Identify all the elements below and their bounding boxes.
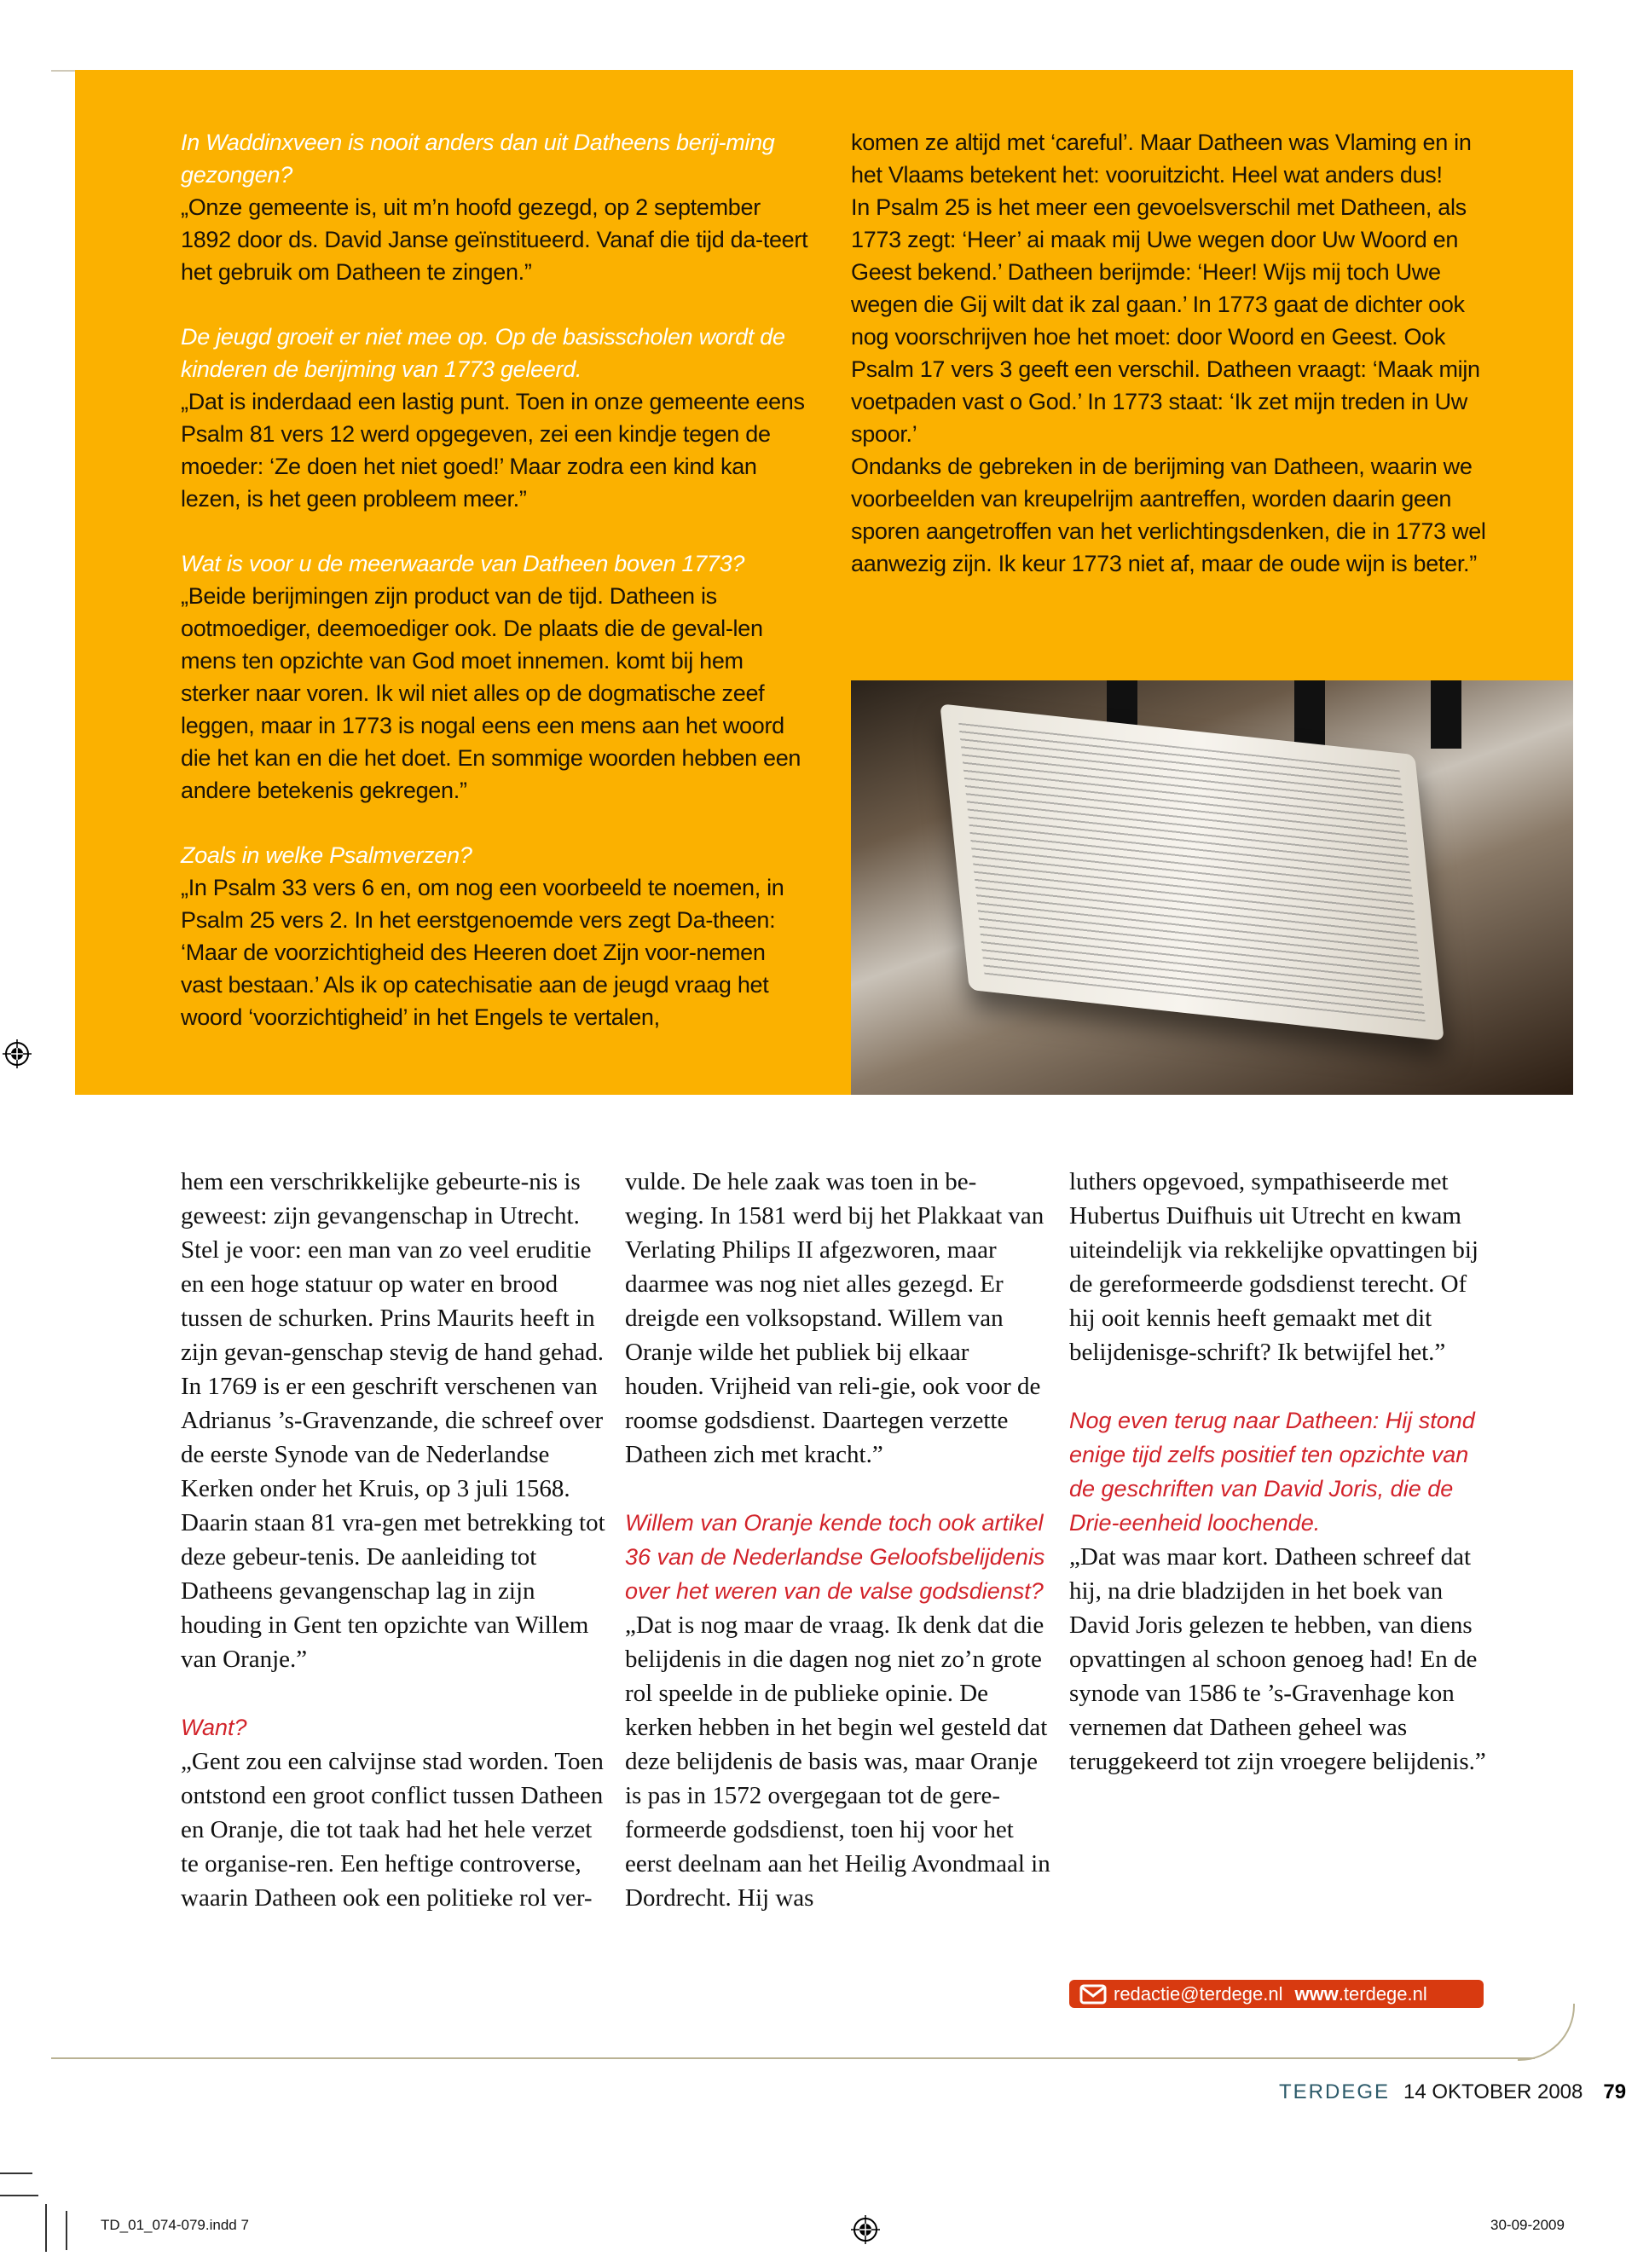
registration-mark-icon xyxy=(851,2215,880,2244)
website-link[interactable] xyxy=(1282,1980,1426,2008)
answer: hem een verschrikkelijke gebeurte-nis is geweest: zijn gevangenschap in Utrecht. Stel je voor: een man van zo veel eruditie en een hoge statuur op water en brood tussen de schurken. Prins Maurits heeft in zijn gevan-genschap stevig de hand gehad. In 1769 is er een geschrift verschenen van Adrianus ’s-Gravenzande, die schreef over de eerste Synode van de Nederlandse Kerken onder het Kruis, op 3 juli 1568. Daarin staan 81 vra-gen met betrekking tot deze gebeur-tenis. De aanleiding tot Datheens gevangenschap lag in zijn houding in Gent ten opzichte van Willem van Oranje.” xyxy=(181,1168,605,1673)
registration-mark-icon xyxy=(3,1039,32,1068)
psalm-book-photo xyxy=(851,680,1573,1095)
window xyxy=(1294,680,1325,749)
paragraph: Ondanks de gebreken in de berijming van Datheen, waarin we voorbeelden van kreupelrijm aantreffen, worden daarin geen sporen aangetroffen van het verlichtingsdenken, die in 1773 wel aanwezig zijn. Ik keur 1773 niet af, maar de oude wijn is beter.” xyxy=(851,454,1486,576)
qa-block xyxy=(1069,1165,1496,1369)
qa-block xyxy=(625,1165,1051,1472)
answer: „Onze gemeente is, uit m’n hoofd gezegd, op 2 september 1892 door ds. David Janse geïnstitueerd. Vanaf die tijd da-teert het gebruik om Datheen te zingen.” xyxy=(181,194,808,285)
answer: luthers opgevoed, sympathiseerde met Hubertus Duifhuis uit Utrecht en kwam uiteindelijk via rekkelijke opvattingen bij de gereformeerde godsdienst terecht. Of hij ooit kennis heeft gemaakt met dit belijdenisge-schrift? Ik betwijfel het.” xyxy=(1069,1168,1478,1366)
crop-mark xyxy=(0,2195,38,2196)
question: Wat is voor u de meerwaarde van Datheen boven 1773? xyxy=(181,551,745,576)
article-column-2 xyxy=(625,1165,1051,1949)
qa-block xyxy=(181,126,812,288)
answer: „Dat is inderdaad een lastig punt. Toen in onze gemeente eens Psalm 81 vers 12 werd opgegeven, zei een kindje tegen de moeder: ‘Ze doen het niet goed!’ Maar zodra een kind kan lezen, is het geen probleem meer.” xyxy=(181,389,805,512)
qa-block xyxy=(1069,1403,1496,1779)
qa-block xyxy=(181,1165,607,1676)
question: In Waddinxveen is nooit anders dan uit Datheens berij-ming gezongen? xyxy=(181,130,775,188)
page-number: 79 xyxy=(1603,2080,1626,2103)
article-column-1 xyxy=(181,1165,607,1949)
crop-mark xyxy=(66,2211,67,2250)
box-right-column xyxy=(851,126,1499,580)
answer: vulde. De hele zaak was toen in be-weging. In 1581 werd bij het Plakkaat van Verlating Philips II afgezworen, maar daarmee was nog niet alles gezegd. Er dreigde een volksopstand. Willem van Oranje wilde het publiek bij elkaar houden. Vrijheid van reli-gie, ook voor de roomse godsdienst. Daartegen verzette Datheen zich met kracht.” xyxy=(625,1168,1044,1468)
file-slug: TD_01_074-079.indd 7 xyxy=(101,2217,249,2233)
qa-block xyxy=(625,1506,1051,1915)
email-link[interactable]: redactie@terdege.nl xyxy=(1114,1983,1283,2005)
qa-block xyxy=(181,839,812,1033)
qa-block xyxy=(181,1710,607,1915)
qa-block xyxy=(181,321,812,515)
paragraph: komen ze altijd met ‘careful’. Maar Datheen was Vlaming en in het Vlaams betekent het: vooruitzicht. Heel wat anders dus! xyxy=(851,130,1472,188)
crop-mark xyxy=(0,2173,32,2174)
mail-icon xyxy=(1079,1984,1107,2005)
answer: „Beide berijmingen zijn product van de tijd. Datheen is ootmoediger, deemoediger ook. De plaats die de geval-len mens ten opzichte van God moet innemen. komt bij hem sterker naar voren. Ik wil niet alles op de dogmatische zeef leggen, maar in 1773 is nogal eens een mens aan het woord die het kan en die het doet. En sommige woorden hebben een andere betekenis gekregen.” xyxy=(181,583,801,803)
page-footer xyxy=(1279,2080,1626,2104)
www-domain: .terdege.nl xyxy=(1338,1983,1427,2005)
bottom-rule xyxy=(51,2057,1535,2059)
contact-bar xyxy=(1069,1980,1484,2008)
www-prefix: www xyxy=(1294,1983,1339,2005)
question: Zoals in welke Psalmverzen? xyxy=(181,842,472,868)
article-column-3 xyxy=(1069,1165,1496,1813)
crop-mark xyxy=(45,2204,47,2252)
box-left-column xyxy=(181,126,812,1066)
issue-date: 14 OKTOBER 2008 xyxy=(1403,2080,1583,2103)
window xyxy=(1431,680,1461,749)
answer: „Dat was maar kort. Datheen schreef dat hij, na drie bladzijden in het boek van David Joris gelezen te hebben, van diens opvattingen al schoon genoeg had! En de synode van 1586 te ’s-Gravenhage kon vernemen dat Datheen geheel was teruggekeerd tot zijn vroegere belijdenis.” xyxy=(1069,1543,1486,1775)
qa-block xyxy=(181,547,812,807)
answer: „In Psalm 33 vers 6 en, om nog een voorbeeld te noemen, in Psalm 25 vers 2. In het eerstgenoemde vers zegt Da-theen: ‘Maar de voorzichtigheid des Heeren doet Zijn voor-nemen vast bestaan.’ Als ik op catechisatie aan de jeugd vraag het woord ‘voorzichtigheid’ in het Engels te vertalen, xyxy=(181,875,784,1030)
answer: „Dat is nog maar de vraag. Ik denk dat die belijdenis in die dagen nog niet zo’n grote rol speelde in de publieke opinie. De kerken hebben in het begin wel gesteld dat deze belijdenis de basis was, maar Oranje is pas in 1572 overgegaan tot de gere-formeerde godsdienst, toen hij voor het eerst deelnam aan het Heilig Avondmaal in Dordrecht. Hij was xyxy=(625,1611,1050,1912)
question: Want? xyxy=(181,1715,247,1740)
open-book xyxy=(940,703,1444,1040)
question: De jeugd groeit er niet mee op. Op de basisscholen wordt de kinderen de berijming van 1773 geleerd. xyxy=(181,324,785,382)
magazine-name: TERDEGE xyxy=(1279,2080,1391,2103)
answer: „Gent zou een calvijnse stad worden. Toen ontstond een groot conflict tussen Datheen en Oranje, die tot taak had het hele verzet te organise-ren. Een heftige controverse, waarin Datheen ook een politieke rol ver- xyxy=(181,1748,604,1912)
paragraph: In Psalm 25 is het meer een gevoelsverschil met Datheen, als 1773 zegt: ‘Heer’ ai maak mij Uwe wegen door Uw Woord en Geest bekend.’ Datheen berijmde: ‘Heer! Wijs mij toch Uwe wegen die Gij wilt dat ik zal gaan.’ In 1773 gaat de dichter ook nog voorschrijven hoe het moet: door Woord en Geest. Ook Psalm 17 vers 3 geeft een verschil. Datheen vraagt: ‘Maak mijn voetpaden vast o God.’ In 1773 staat: ‘Ik zet mijn treden in Uw spoor.’ xyxy=(851,194,1480,447)
corner-curve xyxy=(1518,2004,1575,2061)
question: Nog even terug naar Datheen: Hij stond enige tijd zelfs positief ten opzichte van de geschriften van David Joris, die de Drie-eenheid loochende. xyxy=(1069,1408,1475,1536)
question: Willem van Oranje kende toch ook artikel 36 van de Nederlandse Geloofsbelijdenis over het weren van de valse godsdienst? xyxy=(625,1510,1045,1604)
print-date: 30-09-2009 xyxy=(1490,2217,1565,2233)
